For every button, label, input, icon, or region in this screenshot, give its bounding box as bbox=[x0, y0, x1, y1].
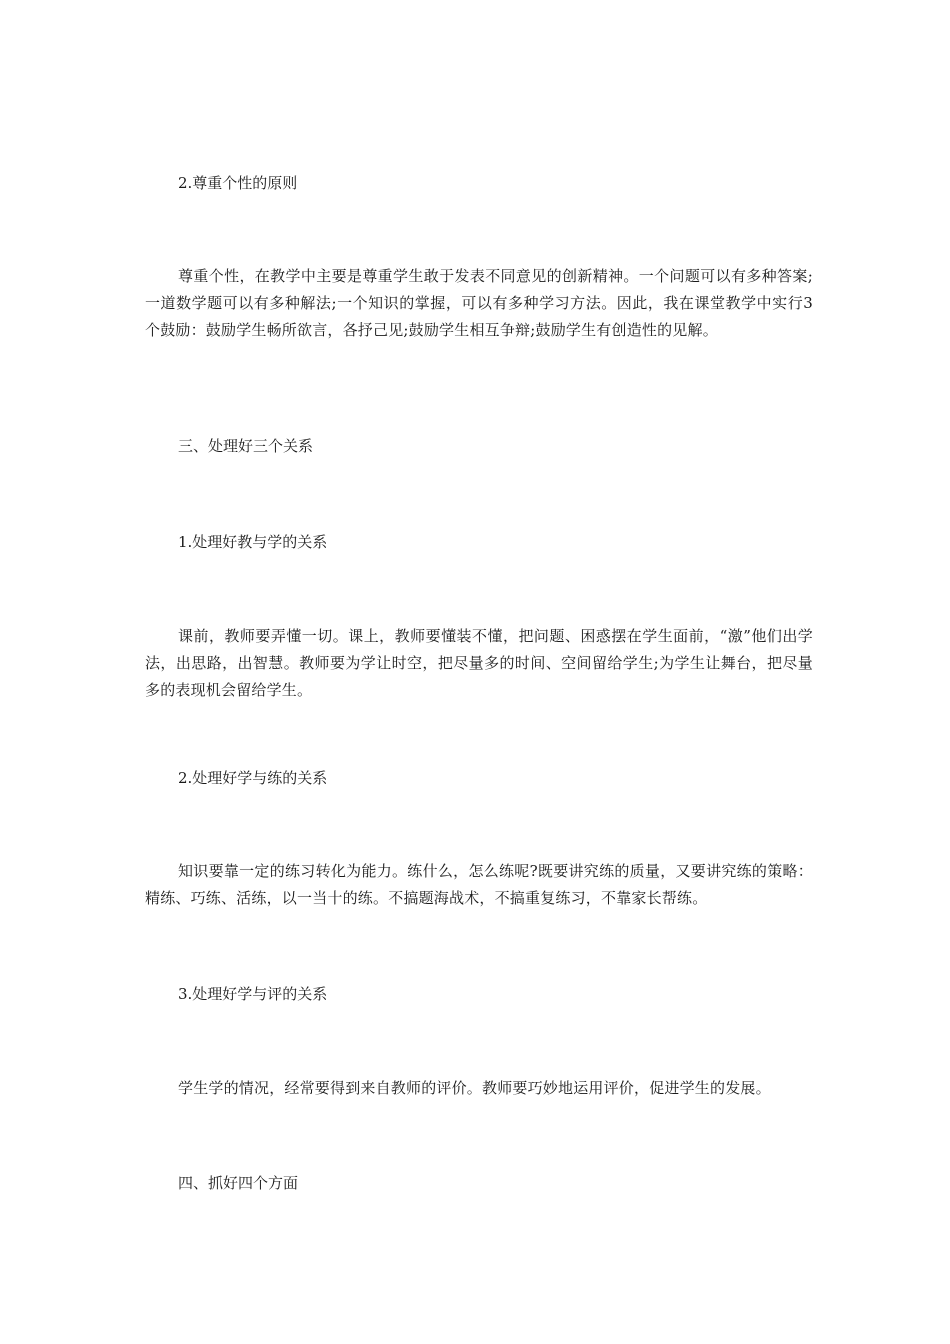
heading-four-aspects: 四、抓好四个方面 bbox=[178, 1174, 299, 1192]
heading-learning-evaluation: 3.处理好学与评的关系 bbox=[178, 985, 328, 1003]
paragraph-teaching-learning: 课前，教师要弄懂一切。课上，教师要懂装不懂，把问题、困惑摆在学生面前，“激”他们出学法，出思路，出智慧。教师要为学让时空，把尽量多的时间、空间留给学生;为学生让舞台，把尽量多的表现机会留给学生。 bbox=[145, 627, 813, 699]
heading-three-relationships: 三、处理好三个关系 bbox=[178, 437, 314, 455]
heading-learning-practice: 2.处理好学与练的关系 bbox=[178, 769, 328, 787]
paragraph-learning-practice: 知识要靠一定的练习转化为能力。练什么，怎么练呢?既要讲究练的质量，又要讲究练的策略：精练、巧练、活练，以一当十的练。不搞题海战术，不搞重复练习，不靠家长帮练。 bbox=[145, 862, 813, 907]
paragraph-learning-evaluation: 学生学的情况，经常要得到来自教师的评价。教师要巧妙地运用评价，促进学生的发展。 bbox=[178, 1079, 771, 1097]
paragraph-respect-individuality: 尊重个性，在教学中主要是尊重学生敢于发表不同意见的创新精神。一个问题可以有多种答案;一道数学题可以有多种解法;一个知识的掌握，可以有多种学习方法。因此，我在课堂教学中实行3个鼓励：鼓励学生畅所欲言，各抒己见;鼓励学生相互争辩;鼓励学生有创造性的见解。 bbox=[145, 267, 813, 339]
heading-respect-individuality: 2.尊重个性的原则 bbox=[178, 174, 298, 192]
heading-teaching-learning: 1.处理好教与学的关系 bbox=[178, 533, 328, 551]
